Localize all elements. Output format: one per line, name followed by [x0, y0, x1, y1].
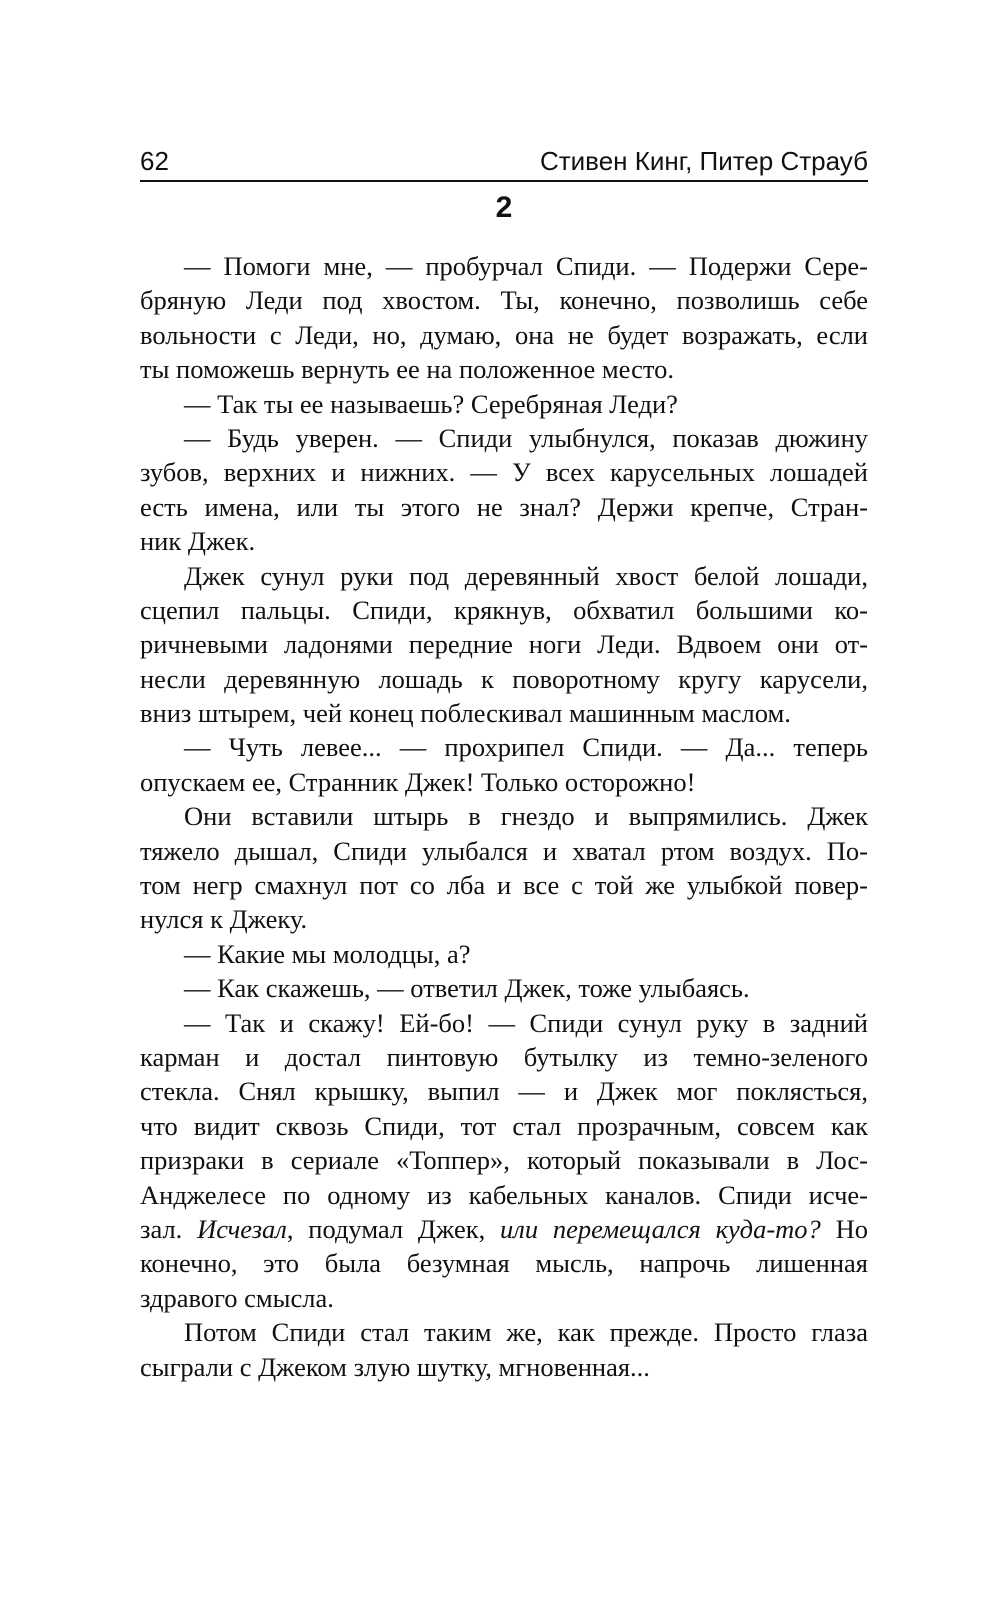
text-line: зубов, верхних и нижних. — У всех карусельных лошадей [140, 457, 868, 488]
text-line: что видит сквозь Спиди, тот стал прозрачным, совсем как [140, 1110, 868, 1141]
text-line: нулся к Джеку. [140, 904, 308, 935]
text-line: карман и достал пинтовую бутылку из темно-зеленого [140, 1041, 868, 1072]
text-line: Джек сунул руки под деревянный хвост белой лошади, [184, 560, 868, 591]
page-header [140, 146, 868, 182]
text-line: призраки в сериале «Топпер», который показывали в Лос- [140, 1145, 868, 1176]
italic-fragment: или перемещался куда-то? [500, 1213, 821, 1244]
text-line: — Будь уверен. — Спиди улыбнулся, показав дюжину [184, 422, 868, 453]
text-fragment: зал. [140, 1213, 198, 1244]
text-line: ты поможешь вернуть ее на положенное место. [140, 354, 674, 385]
text-line: тяжело дышал, Спиди улыбался и хватал ртом воздух. По- [140, 835, 868, 866]
text-line: — Так ты ее называешь? Серебряная Леди? [184, 388, 678, 419]
text-line: вниз штырем, чей конец поблескивал машинным маслом. [140, 698, 791, 729]
text-line: опускаем ее, Странник Джек! Только осторожно! [140, 766, 696, 797]
text-line: — Так и скажу! Ей-бо! — Спиди сунул руку в задний [184, 1007, 868, 1038]
text-line: ричневыми ладонями передние ноги Леди. Вдвоем они от- [140, 629, 868, 660]
chapter-number: 2 [495, 191, 513, 224]
text-fragment: Но [820, 1213, 868, 1244]
italic-fragment: Исчезал [197, 1213, 287, 1244]
text-line: стекла. Снял крышку, выпил — и Джек мог поклясться, [140, 1076, 868, 1107]
text-line: несли деревянную лошадь к поворотному кругу карусели, [140, 663, 868, 694]
text-line: ник Джек. [140, 526, 256, 557]
text-line: конечно, это была безумная мысль, напрочь лишенная [140, 1248, 868, 1279]
text-line: том негр смахнул пот со лба и все с той же улыбкой повер- [140, 870, 868, 901]
text-fragment: , подумал Джек, [286, 1213, 501, 1244]
text-line: — Чуть левее... — прохрипел Спиди. — Да... теперь [184, 732, 868, 763]
text-line: Они вставили штырь в гнездо и выпрямились. Джек [184, 801, 868, 832]
text-line: Анджелесе по одному из кабельных каналов. Спиди исче- [140, 1179, 868, 1210]
running-title: Стивен Кинг, Питер Страуб [539, 146, 868, 176]
page-number: 62 [140, 146, 169, 176]
text-line: здравого смысла. [140, 1282, 334, 1313]
text-line: Потом Спиди стал таким же, как прежде. Просто глаза [184, 1317, 868, 1348]
text-line: вольности с Леди, но, думаю, она не будет возражать, если [140, 319, 868, 350]
text-line: сыграли с Джеком злую шутку, мгновенная... [140, 1351, 650, 1382]
text-line: — Какие мы молодцы, а? [184, 938, 471, 969]
body-text [140, 249, 868, 1384]
text-line: — Как скажешь, — ответил Джек, тоже улыбаясь. [184, 973, 750, 1004]
text-line-mixed [140, 1212, 868, 1246]
text-line: есть имена, или ты этого не знал? Держи крепче, Стран- [140, 491, 868, 522]
text-line: бряную Леди под хвостом. Ты, конечно, позволишь себе [140, 285, 868, 316]
text-line: сцепил пальцы. Спиди, крякнув, обхватил большими ко- [140, 594, 868, 625]
text-line: — Помоги мне, — пробурчал Спиди. — Подержи Сере- [184, 251, 868, 281]
